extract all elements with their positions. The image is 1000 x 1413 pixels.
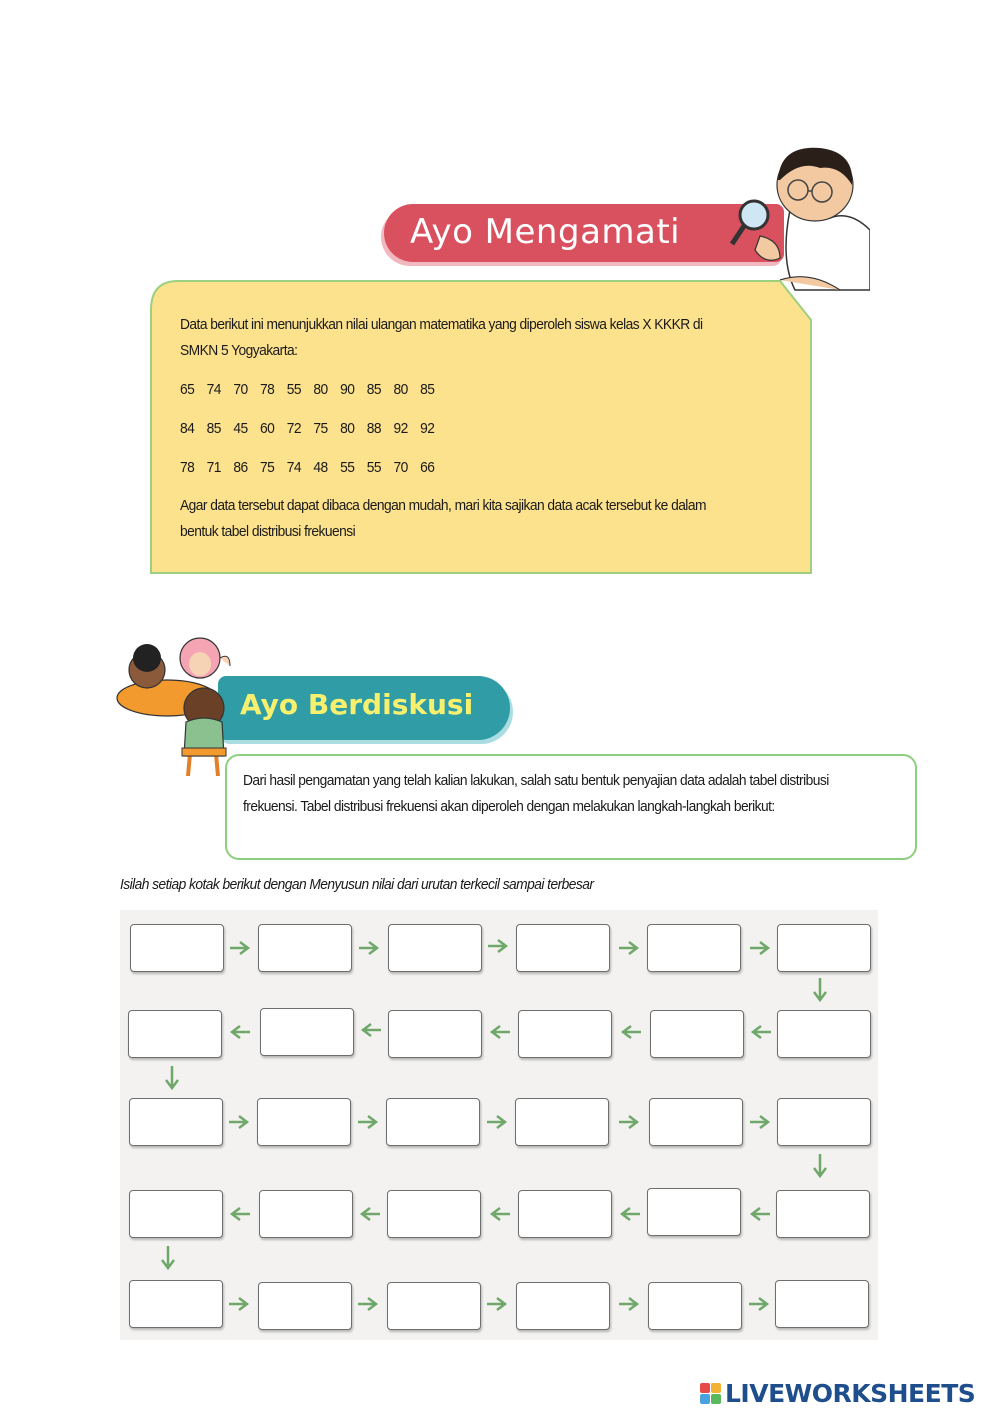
data-value: 66	[420, 459, 435, 476]
answer-box[interactable]	[387, 1282, 481, 1330]
data-value: 92	[420, 420, 435, 437]
liveworksheets-brand: LIVEWORKSHEETS	[725, 1378, 976, 1408]
arrow-right-icon	[485, 1294, 511, 1314]
arrow-right-icon	[748, 938, 774, 958]
data-value: 75	[260, 459, 275, 476]
ayo-mengamati-title: Ayo Mengamati	[410, 212, 681, 252]
arrow-left-icon	[486, 1204, 512, 1224]
ayo-berdiskusi-banner	[218, 676, 510, 740]
data-value: 74	[286, 459, 301, 476]
data-value: 92	[393, 420, 408, 437]
arrow-down-icon	[810, 1152, 830, 1180]
answer-grid	[120, 910, 878, 1340]
arrow-right-icon	[228, 938, 254, 958]
data-row-2	[180, 416, 732, 442]
answer-box[interactable]	[388, 924, 482, 972]
answer-box[interactable]	[387, 1190, 481, 1238]
data-value: 55	[286, 381, 301, 398]
discussion-text: Dari hasil pengamatan yang telah kalian lakukan, salah satu bentuk penyajian data adalah tabel distribusi frekuensi. Tabel distribusi frekuensi akan diperoleh dengan melakukan langkah-langkah berikut:	[243, 772, 829, 815]
data-value: 85	[206, 420, 221, 437]
data-value: 80	[340, 420, 355, 437]
answer-box[interactable]	[260, 1008, 354, 1056]
answer-box[interactable]	[518, 1010, 612, 1058]
arrow-left-icon	[747, 1022, 773, 1042]
arrow-right-icon	[356, 1294, 382, 1314]
arrow-left-icon	[356, 1204, 382, 1224]
ayo-berdiskusi-title: Ayo Berdiskusi	[240, 688, 474, 721]
arrow-right-icon	[617, 1112, 643, 1132]
arrow-left-icon	[616, 1204, 642, 1224]
answer-box[interactable]	[386, 1098, 480, 1146]
arrow-right-icon	[227, 1112, 253, 1132]
data-value: 55	[340, 459, 355, 476]
data-row-1	[180, 377, 732, 403]
data-value: 85	[366, 381, 382, 398]
observation-text	[180, 312, 732, 545]
answer-box[interactable]	[516, 1282, 610, 1330]
data-value: 80	[393, 381, 408, 398]
arrow-right-icon	[617, 1294, 643, 1314]
data-value: 88	[366, 420, 382, 437]
answer-box[interactable]	[777, 1010, 871, 1058]
answer-box[interactable]	[647, 924, 741, 972]
data-value: 78	[180, 459, 195, 476]
arrow-left-icon	[357, 1020, 383, 1040]
arrow-right-icon	[747, 1294, 773, 1314]
data-value: 72	[286, 420, 301, 437]
arrow-left-icon	[486, 1022, 512, 1042]
answer-box[interactable]	[129, 1280, 223, 1328]
observation-closing: Agar data tersebut dapat dibaca dengan mudah, mari kita sajikan data acak tersebut ke dalam bentuk tabel distribusi frekuensi	[180, 497, 706, 540]
arrow-left-icon	[617, 1022, 643, 1042]
answer-box[interactable]	[257, 1098, 351, 1146]
answer-box[interactable]	[775, 1280, 869, 1328]
data-value: 71	[206, 459, 221, 476]
arrow-down-icon	[158, 1244, 178, 1272]
answer-box[interactable]	[777, 1098, 871, 1146]
answer-box[interactable]	[649, 1098, 743, 1146]
answer-box[interactable]	[259, 1190, 353, 1238]
instruction-text: Isilah setiap kotak berikut dengan Menyusun nilai dari urutan terkecil sampai terbesar	[120, 876, 594, 893]
boy-magnifier-illustration	[720, 140, 870, 300]
answer-box[interactable]	[776, 1190, 870, 1238]
data-value: 60	[260, 420, 275, 437]
answer-box[interactable]	[648, 1282, 742, 1330]
data-value: 45	[233, 420, 248, 437]
answer-box[interactable]	[516, 924, 610, 972]
answer-box[interactable]	[130, 924, 224, 972]
arrow-right-icon	[485, 1112, 511, 1132]
liveworksheets-logo	[700, 1378, 975, 1408]
answer-box[interactable]	[258, 924, 352, 972]
data-value: 84	[180, 420, 195, 437]
answer-box[interactable]	[258, 1282, 352, 1330]
data-value: 55	[366, 459, 382, 476]
answer-box[interactable]	[129, 1190, 223, 1238]
answer-box[interactable]	[515, 1098, 609, 1146]
answer-box[interactable]	[129, 1098, 223, 1146]
data-value: 78	[260, 381, 275, 398]
arrow-right-icon	[486, 936, 512, 956]
arrow-right-icon	[617, 938, 643, 958]
kids-discussion-illustration	[112, 636, 242, 784]
observation-intro: Data berikut ini menunjukkan nilai ulangan matematika yang diperoleh siswa kelas X KKKR di SMKN 5 Yogyakarta:	[180, 316, 703, 359]
data-value: 65	[180, 381, 195, 398]
data-value: 90	[340, 381, 355, 398]
answer-box[interactable]	[647, 1188, 741, 1236]
data-value: 70	[233, 381, 248, 398]
data-value: 48	[313, 459, 328, 476]
answer-box[interactable]	[777, 924, 871, 972]
arrow-right-icon	[357, 938, 383, 958]
arrow-right-icon	[227, 1294, 253, 1314]
answer-box[interactable]	[128, 1010, 222, 1058]
arrow-down-icon	[810, 976, 830, 1004]
data-value: 70	[393, 459, 408, 476]
arrow-right-icon	[356, 1112, 382, 1132]
answer-box[interactable]	[650, 1010, 744, 1058]
data-value: 75	[313, 420, 328, 437]
data-row-3	[180, 455, 732, 481]
data-value: 86	[233, 459, 248, 476]
arrow-left-icon	[746, 1204, 772, 1224]
arrow-down-icon	[162, 1064, 182, 1092]
arrow-right-icon	[748, 1112, 774, 1132]
answer-box[interactable]	[518, 1190, 612, 1238]
liveworksheets-logo-icon	[700, 1383, 721, 1404]
arrow-left-icon	[226, 1022, 252, 1042]
arrow-left-icon	[226, 1204, 252, 1224]
answer-box[interactable]	[388, 1010, 482, 1058]
data-value: 74	[206, 381, 221, 398]
data-value: 85	[420, 381, 435, 398]
data-value: 80	[313, 381, 328, 398]
